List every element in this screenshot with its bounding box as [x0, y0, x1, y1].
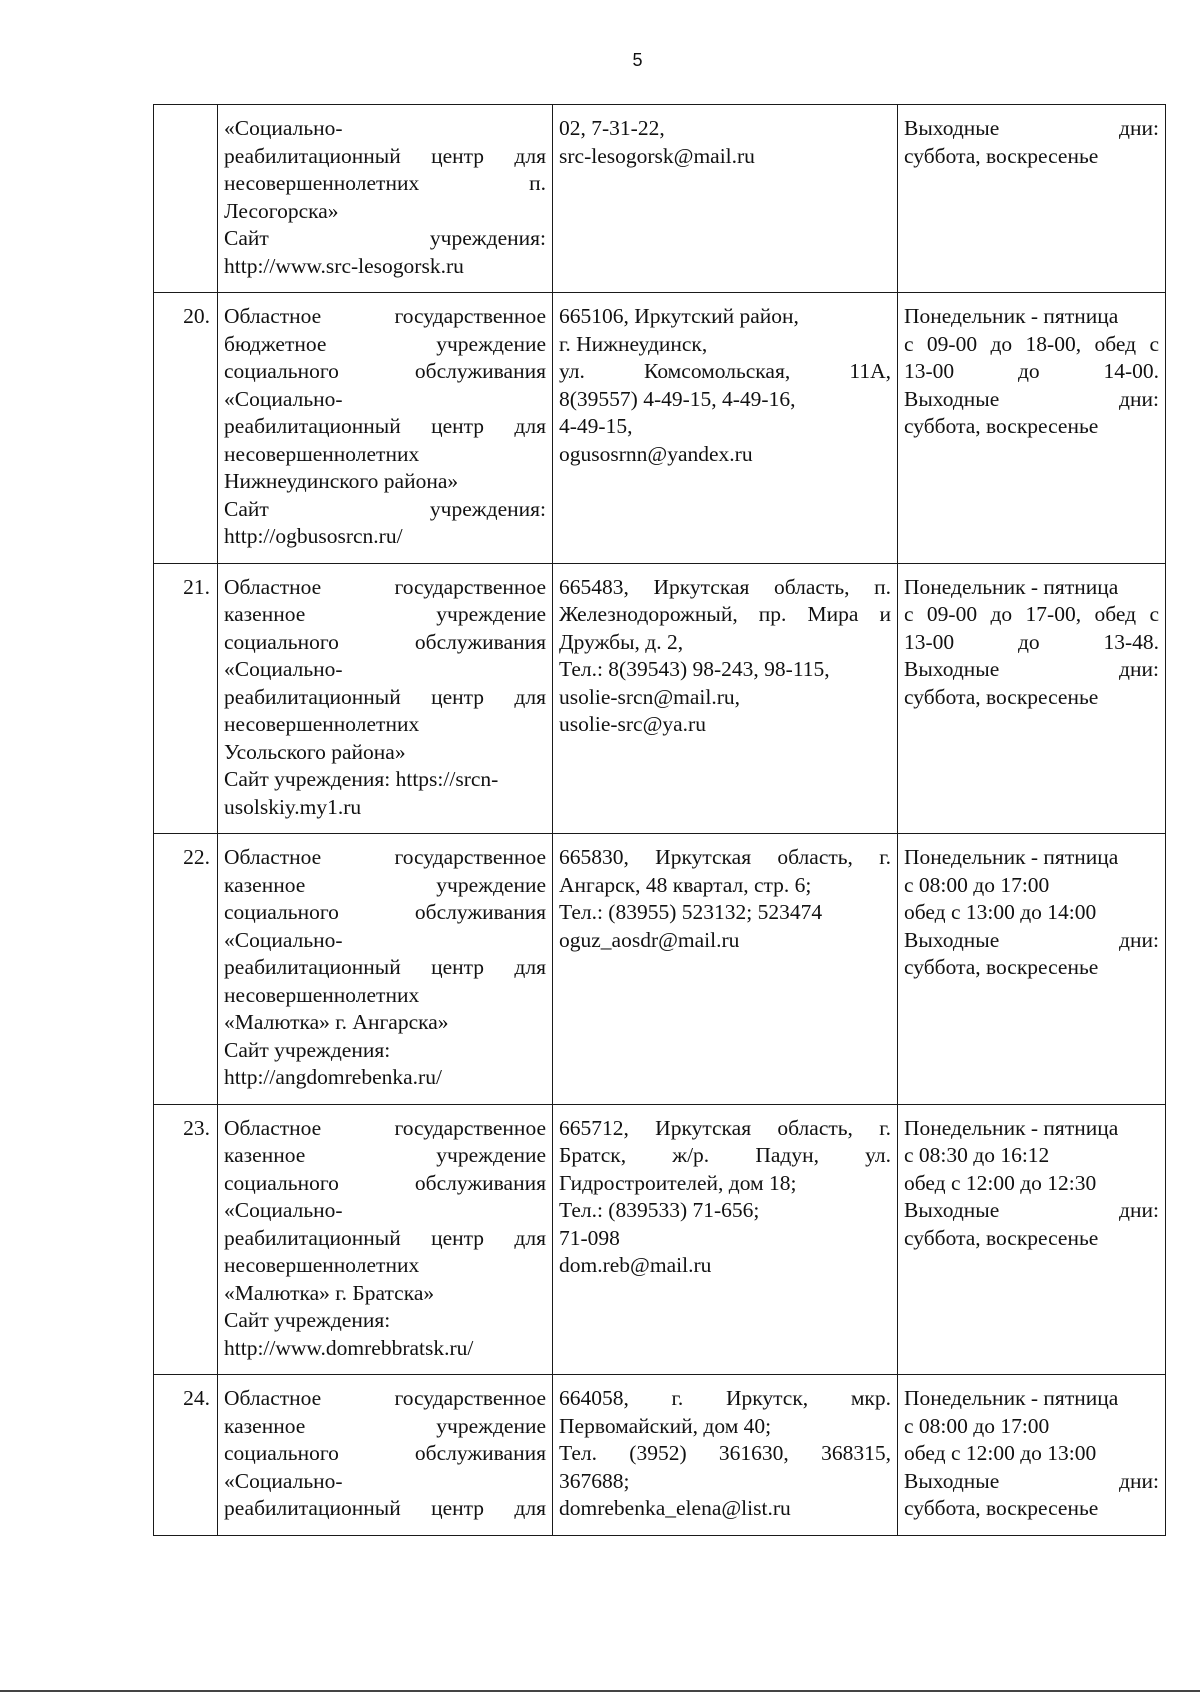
text-line: Областное государственное: [224, 845, 546, 869]
text-line: Гидростроителей, дом 18;: [559, 1170, 797, 1195]
text-line: социального обслуживания: [224, 359, 546, 383]
text-line: Областное государственное: [224, 574, 546, 599]
text-line: Тел.: (83955) 523132; 523474: [559, 900, 823, 924]
text-line: 367688;: [559, 1468, 630, 1493]
text-line: Понедельник - пятница: [904, 1386, 1119, 1410]
text-line: Первомайский, дом 40;: [559, 1413, 772, 1438]
text-line: социального обслуживания: [224, 1170, 546, 1195]
text-line: «Малютка» г. Ангарска»: [224, 1010, 449, 1034]
text-line: 665830, Иркутская область, г.: [559, 845, 891, 869]
text-line: Выходные дни:: [904, 1198, 1159, 1222]
text-line: Понедельник - пятница: [904, 304, 1119, 328]
text-line: Выходные дни:: [904, 927, 1159, 952]
address-contacts-cell: [553, 1375, 898, 1536]
row-number-cell: 22.: [154, 834, 218, 1105]
text-line: 665483, Иркутская область, п.: [559, 574, 891, 599]
text-line: Тел. (3952) 361630, 368315,: [559, 1441, 891, 1465]
institution-name-cell: [218, 105, 553, 293]
text-line: суббота, воскресенье: [904, 143, 1099, 168]
text-line: Понедельник - пятница: [904, 574, 1119, 599]
text-line: с 09-00 до 17-00, обед с: [904, 602, 1159, 626]
text-line: 13-00 до 14-00.: [904, 359, 1159, 383]
text-line[interactable]: oguz_aosdr@mail.ru: [559, 927, 740, 952]
text-line: usolskiy.my1.ru: [224, 794, 362, 819]
text-line: Сайт учреждения:: [224, 1308, 391, 1332]
text-line: несовершеннолетних: [224, 712, 420, 736]
text-line: Дружбы, д. 2,: [559, 629, 684, 654]
text-line: Тел.: (839533) 71-656;: [559, 1198, 760, 1222]
text-line: Братск, ж/р. Падун, ул.: [559, 1143, 891, 1167]
text-line: суббота, воскресенье: [904, 414, 1099, 438]
text-line: 8(39557) 4-49-15, 4-49-16,: [559, 386, 796, 411]
row-number-cell: 21.: [154, 563, 218, 834]
institution-name-cell: [218, 1375, 553, 1536]
text-line: Сайт учреждения:: [224, 1037, 391, 1062]
table-row: [154, 1104, 1166, 1375]
working-hours-cell: [898, 293, 1166, 564]
text-line[interactable]: usolie-srcn@mail.ru,: [559, 684, 741, 709]
text-line[interactable]: http://angdomrebenka.ru/: [224, 1065, 442, 1089]
text-line: несовершеннолетних п.: [224, 171, 546, 195]
text-line[interactable]: http://www.domrebbratsk.ru/: [224, 1335, 474, 1360]
text-line: Нижнеудинского района»: [224, 469, 459, 493]
text-line: Понедельник - пятница: [904, 845, 1119, 869]
text-line: Железнодорожный, пр. Мира и: [559, 602, 891, 626]
text-line: казенное учреждение: [224, 1143, 546, 1167]
text-line: реабилитационный центр для: [224, 1496, 546, 1520]
text-line: 665712, Иркутская область, г.: [559, 1115, 891, 1140]
text-line[interactable]: dom.reb@mail.ru: [559, 1253, 712, 1277]
text-line: Выходные дни:: [904, 386, 1159, 411]
text-line: Выходные дни:: [904, 1468, 1159, 1493]
text-line: социального обслуживания: [224, 629, 546, 654]
text-line: «Малютка» г. Братска»: [224, 1280, 435, 1305]
institution-name-cell: [218, 1104, 553, 1375]
text-line: Понедельник - пятница: [904, 1115, 1119, 1140]
text-line: «Социально-: [224, 927, 343, 952]
row-number-cell: [154, 105, 218, 293]
text-line: казенное учреждение: [224, 872, 546, 897]
text-line: 665106, Иркутский район,: [559, 304, 799, 328]
address-contacts-cell: [553, 563, 898, 834]
text-line: обед с 12:00 до 13:00: [904, 1441, 1097, 1465]
working-hours-cell: [898, 1375, 1166, 1536]
text-line: ул. Комсомольская, 11А,: [559, 359, 891, 383]
institutions-table: [153, 104, 1166, 1536]
text-line[interactable]: http://ogbusosrcn.ru/: [224, 524, 403, 548]
institution-name-cell: [218, 293, 553, 564]
institution-name-cell: [218, 834, 553, 1105]
table-body: [154, 105, 1166, 1536]
row-number-cell: 20.: [154, 293, 218, 564]
address-contacts-cell: [553, 293, 898, 564]
address-contacts-cell: [553, 105, 898, 293]
text-line: Сайт учреждения:: [224, 226, 546, 250]
text-line: Лесогорска»: [224, 198, 339, 223]
text-line: несовершеннолетних: [224, 441, 420, 466]
text-line: суббота, воскресенье: [904, 955, 1099, 979]
text-line: суббота, воскресенье: [904, 684, 1099, 709]
text-line: Областное государственное: [224, 1115, 546, 1140]
working-hours-cell: [898, 834, 1166, 1105]
text-line: реабилитационный центр для: [224, 414, 546, 438]
row-number-cell: 23.: [154, 1104, 218, 1375]
text-line: обед с 13:00 до 14:00: [904, 900, 1097, 924]
address-contacts-cell: [553, 834, 898, 1105]
text-line: Тел.: 8(39543) 98-243, 98-115,: [559, 657, 830, 681]
text-line: реабилитационный центр для: [224, 684, 546, 709]
table-row: [154, 834, 1166, 1105]
text-line: 13-00 до 13-48.: [904, 629, 1159, 654]
text-line[interactable]: Сайт учреждения: https://srcn-: [224, 767, 499, 791]
text-line: 02, 7-31-22,: [559, 116, 665, 140]
scan-edge-line: [0, 1690, 1200, 1692]
working-hours-cell: [898, 1104, 1166, 1375]
institution-name-cell: [218, 563, 553, 834]
table-row: [154, 563, 1166, 834]
text-line: Областное государственное: [224, 1386, 546, 1410]
text-line: 4-49-15,: [559, 414, 633, 438]
text-line[interactable]: ogusosrnn@yandex.ru: [559, 441, 753, 466]
address-contacts-cell: [553, 1104, 898, 1375]
text-line: несовершеннолетних: [224, 982, 420, 1007]
text-line[interactable]: domrebenka_elena@list.ru: [559, 1496, 791, 1520]
text-line: несовершеннолетних: [224, 1253, 420, 1277]
text-line: бюджетное учреждение: [224, 331, 546, 356]
text-line: «Социально-: [224, 657, 343, 681]
text-line: Ангарск, 48 квартал, стр. 6;: [559, 872, 812, 897]
text-line: казенное учреждение: [224, 1413, 546, 1438]
text-line[interactable]: usolie-src@ya.ru: [559, 712, 706, 736]
text-line: Выходные дни:: [904, 657, 1159, 681]
text-line: социального обслуживания: [224, 1441, 546, 1465]
working-hours-cell: [898, 105, 1166, 293]
text-line: «Социально-: [224, 116, 343, 140]
working-hours-cell: [898, 563, 1166, 834]
table-row: [154, 293, 1166, 564]
text-line[interactable]: http://www.src-lesogorsk.ru: [224, 253, 464, 278]
text-line: 664058, г. Иркутск, мкр.: [559, 1386, 891, 1410]
table-row: [154, 1375, 1166, 1536]
text-line: с 08:00 до 17:00: [904, 1413, 1050, 1438]
page-number: 5: [632, 50, 643, 70]
text-line[interactable]: src-lesogorsk@mail.ru: [559, 143, 755, 168]
text-line: социального обслуживания: [224, 900, 546, 924]
row-number-cell: 24.: [154, 1375, 218, 1536]
text-line: казенное учреждение: [224, 602, 546, 626]
text-line: суббота, воскресенье: [904, 1225, 1099, 1250]
text-line: г. Нижнеудинск,: [559, 331, 708, 356]
text-line: суббота, воскресенье: [904, 1496, 1099, 1520]
text-line: «Социально-: [224, 386, 343, 411]
text-line: реабилитационный центр для: [224, 955, 546, 979]
text-line: с 09-00 до 18-00, обед с: [904, 331, 1159, 356]
text-line: с 08:00 до 17:00: [904, 872, 1050, 897]
text-line: Областное государственное: [224, 304, 546, 328]
table-row: [154, 105, 1166, 293]
text-line: с 08:30 до 16:12: [904, 1143, 1050, 1167]
text-line: реабилитационный центр для: [224, 1225, 546, 1250]
text-line: Сайт учреждения:: [224, 496, 546, 521]
text-line: реабилитационный центр для: [224, 143, 546, 168]
text-line: Выходные дни:: [904, 116, 1159, 140]
text-line: 71-098: [559, 1225, 620, 1250]
text-line: обед с 12:00 до 12:30: [904, 1170, 1097, 1195]
text-line: «Социально-: [224, 1468, 343, 1493]
text-line: Усольского района»: [224, 739, 406, 764]
text-line: «Социально-: [224, 1198, 343, 1222]
